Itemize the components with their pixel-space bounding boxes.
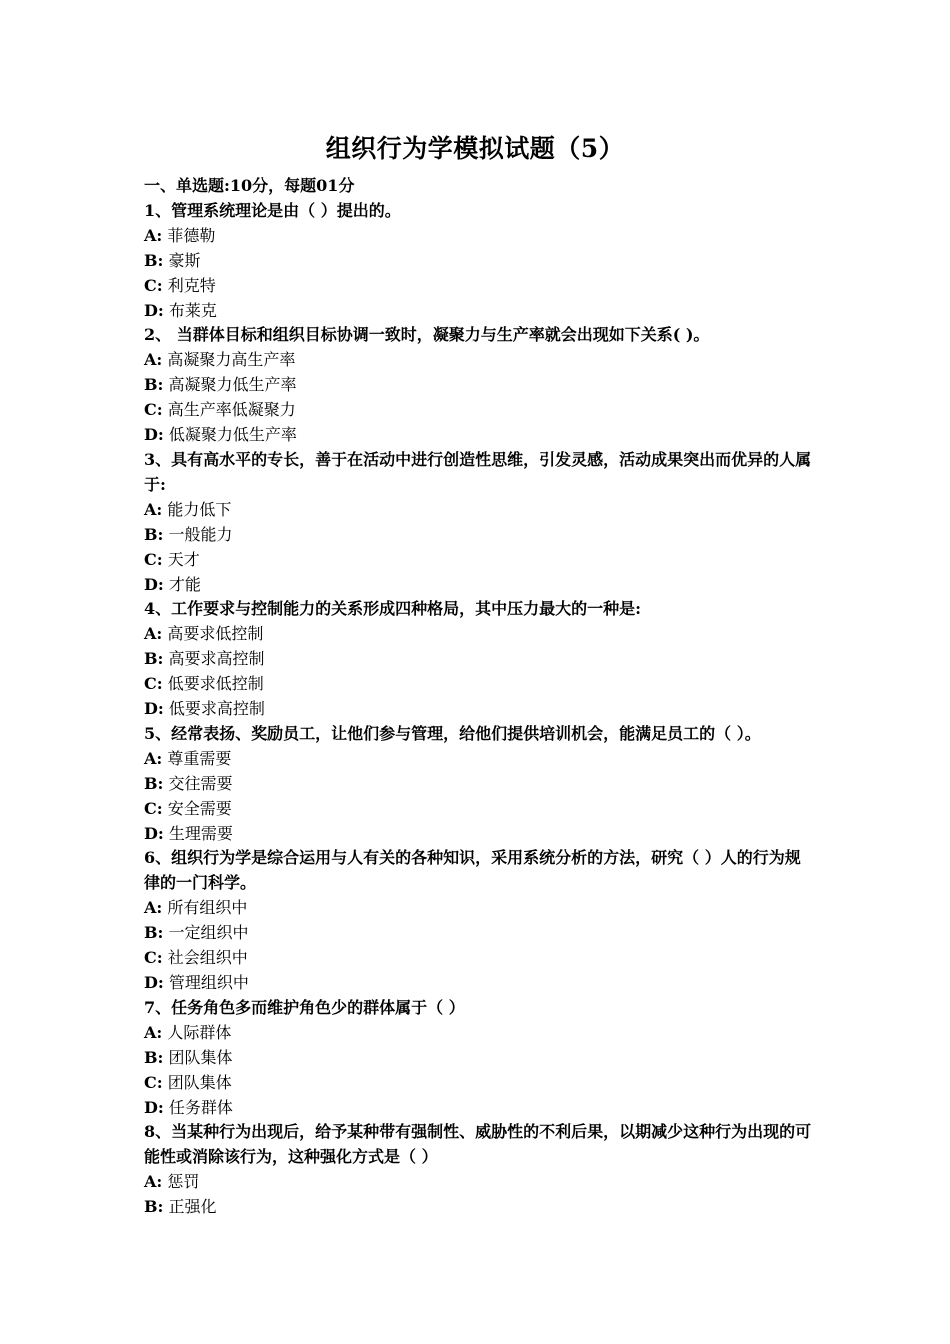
- option-text: 高凝聚力高生产率: [162, 350, 296, 370]
- option-key: C:: [144, 674, 163, 694]
- option-key: B:: [144, 923, 164, 943]
- answer-option: [144, 299, 812, 324]
- answer-option: [144, 498, 812, 523]
- option-key: D:: [144, 300, 164, 320]
- question-text: 5、经常表扬、奖励员工，让他们参与管理，给他们提供培训机会，能满足员工的（ ）。: [144, 723, 761, 743]
- option-text: 高生产率低凝聚力: [162, 400, 296, 420]
- option-text: 一般能力: [163, 524, 233, 544]
- option-text: 天才: [162, 549, 200, 569]
- answer-option: [144, 224, 812, 249]
- option-key: C:: [144, 798, 163, 818]
- section-heading: 一、单选题:10分，每题01分: [144, 176, 355, 195]
- option-text: 社会组织中: [162, 948, 248, 968]
- answer-option: [144, 373, 812, 398]
- option-key: D:: [144, 425, 164, 445]
- option-key: C:: [144, 1072, 163, 1092]
- option-key: B:: [144, 1197, 164, 1217]
- option-key: A:: [144, 1172, 163, 1192]
- question-item: [144, 846, 812, 995]
- option-text: 正强化: [163, 1197, 217, 1217]
- question-list: [144, 199, 812, 1220]
- answer-option: [144, 697, 812, 722]
- option-text: 才能: [163, 574, 201, 594]
- option-text: 所有组织中: [162, 898, 248, 918]
- answer-option: [144, 622, 812, 647]
- question-item: [144, 323, 812, 448]
- option-key: A:: [144, 624, 163, 644]
- answer-option: [144, 1195, 812, 1220]
- answer-option: [144, 1071, 812, 1096]
- answer-option: [144, 747, 812, 772]
- option-key: D:: [144, 699, 164, 719]
- option-key: D:: [144, 1097, 164, 1117]
- answer-option: [144, 797, 812, 822]
- option-key: C:: [144, 549, 163, 569]
- answer-option: [144, 348, 812, 373]
- option-key: A:: [144, 499, 163, 519]
- option-text: 生理需要: [163, 823, 233, 843]
- question-text: 8、当某种行为出现后，给予某种带有强制性、威胁性的不利后果，以期减少这种行为出现的可能性或消除该行为，这种强化方式是（ ）: [144, 1122, 812, 1167]
- option-key: B:: [144, 1047, 164, 1067]
- answer-option: [144, 647, 812, 672]
- question-text: 6、组织行为学是综合运用与人有关的各种知识，采用系统分析的方法，研究（ ）人的行为规律的一门科学。: [144, 848, 801, 893]
- answer-option: [144, 946, 812, 971]
- question-item: [144, 996, 812, 1121]
- question-item: [144, 597, 812, 722]
- answer-option: [144, 896, 812, 921]
- option-text: 高凝聚力低生产率: [163, 375, 297, 395]
- answer-option: [144, 822, 812, 847]
- option-key: A:: [144, 748, 163, 768]
- answer-option: [144, 523, 812, 548]
- option-key: C:: [144, 400, 163, 420]
- option-key: C:: [144, 275, 163, 295]
- question-item: [144, 722, 812, 847]
- answer-option: [144, 921, 812, 946]
- answer-option: [144, 672, 812, 697]
- answer-option: [144, 971, 812, 996]
- option-key: B:: [144, 773, 164, 793]
- page-title: 组织行为学模拟试题（5）: [325, 134, 625, 163]
- answer-option: [144, 274, 812, 299]
- option-key: A:: [144, 898, 163, 918]
- answer-option: [144, 1170, 812, 1195]
- answer-option: [144, 1096, 812, 1121]
- option-key: B:: [144, 524, 164, 544]
- question-text: 2、 当群体目标和组织目标协调一致时，凝聚力与生产率就会出现如下关系( )。: [144, 325, 710, 345]
- option-text: 任务群体: [163, 1097, 233, 1117]
- answer-option: [144, 423, 812, 448]
- option-key: D:: [144, 574, 164, 594]
- option-text: 高要求高控制: [163, 649, 265, 669]
- answer-option: [144, 1046, 812, 1071]
- option-key: B:: [144, 250, 164, 270]
- question-item: [144, 1120, 812, 1220]
- question-text: 1、管理系统理论是由（ ）提出的。: [144, 200, 401, 220]
- question-item: [144, 448, 812, 597]
- option-text: 管理组织中: [163, 973, 249, 992]
- option-text: 交往需要: [163, 773, 233, 793]
- option-key: B:: [144, 649, 164, 669]
- question-text: 4、工作要求与控制能力的关系形成四种格局，其中压力最大的一种是:: [144, 599, 642, 619]
- option-text: 豪斯: [163, 250, 201, 270]
- answer-option: [144, 772, 812, 797]
- option-text: 菲德勒: [162, 225, 216, 245]
- answer-option: [144, 249, 812, 274]
- option-text: 利克特: [162, 275, 216, 295]
- question-item: [144, 199, 812, 324]
- option-text: 低凝聚力低生产率: [163, 425, 297, 445]
- answer-option: [144, 548, 812, 573]
- option-text: 惩罚: [162, 1172, 200, 1192]
- question-text: 7、任务角色多而维护角色少的群体属于（ ）: [144, 997, 465, 1017]
- option-key: A:: [144, 1022, 163, 1042]
- option-text: 安全需要: [162, 798, 232, 818]
- question-text: 3、具有高水平的专长，善于在活动中进行创造性思维，引发灵感，活动成果突出而优异的人属于:: [144, 449, 812, 494]
- option-key: C:: [144, 948, 163, 968]
- option-key: A:: [144, 225, 163, 245]
- option-text: 团队集体: [163, 1047, 233, 1067]
- option-text: 一定组织中: [163, 923, 249, 943]
- option-text: 尊重需要: [162, 748, 232, 768]
- answer-option: [144, 573, 812, 598]
- document-body: [144, 174, 812, 1220]
- option-text: 能力低下: [162, 499, 232, 519]
- option-text: 高要求低控制: [162, 624, 264, 644]
- option-text: 团队集体: [162, 1072, 232, 1092]
- option-key: D:: [144, 973, 164, 992]
- answer-option: [144, 398, 812, 423]
- option-text: 布莱克: [163, 300, 217, 320]
- answer-option: [144, 1021, 812, 1046]
- option-key: B:: [144, 375, 164, 395]
- option-key: A:: [144, 350, 163, 370]
- option-key: D:: [144, 823, 164, 843]
- option-text: 低要求低控制: [162, 674, 264, 694]
- option-text: 人际群体: [162, 1022, 232, 1042]
- option-text: 低要求高控制: [163, 699, 265, 719]
